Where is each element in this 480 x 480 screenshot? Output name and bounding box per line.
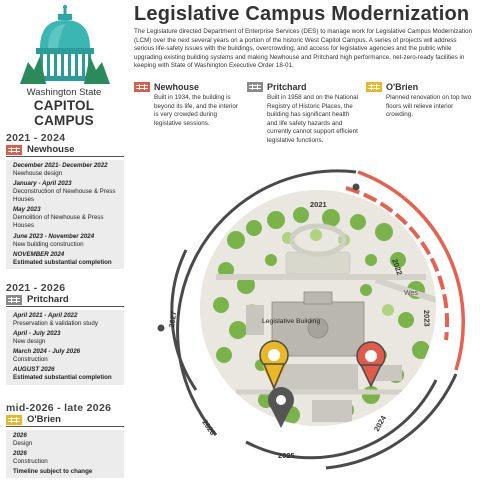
timeline-section-obrien (6, 402, 124, 478)
milestone-text: Demolition of Newhouse & Press Houses (13, 214, 104, 230)
milestone-text: Estimated substantial completion (13, 374, 112, 382)
timeline-period: 2021 - 2024 (6, 132, 66, 144)
timeline-section-newhouse (6, 132, 124, 269)
logo-campus-text: CAPITOL CAMPUS (33, 98, 95, 128)
milestone-date: April 2021 - April 2022 (13, 312, 78, 319)
page-title: Legislative Campus Modernization (134, 3, 470, 25)
timeline-card (6, 310, 124, 385)
intro-paragraph: The Legislature directed Department of Enterprise Services (DES) to manage work for Legislative Campus Modernization (LCM) over the next several years on a portion of the historic West Capitol Campus. A series of projects will address serious life-safety issues with the buildings, overcrowding, and access for legislative agencies and the public while upgrading existing building systems and making Newhouse and Pritchard high performance, net-zero-ready facilities in keeping with State of Washington Executive Order 18-01. (134, 28, 473, 69)
building-icon (6, 145, 22, 155)
milestone-date: May 2023 (13, 206, 41, 214)
milestone-text: Timeline subject to change (13, 468, 93, 476)
year-label: 2022 (390, 257, 405, 277)
building-icon (6, 295, 22, 305)
milestone-text: Construction (13, 356, 48, 364)
building-name: O'Brien (386, 82, 419, 92)
logo-state-text: Washington State (26, 87, 102, 98)
building-summary-obrien (366, 82, 474, 120)
year-label: 2023 (422, 309, 432, 327)
ring-marker (158, 325, 165, 332)
building-summary-pritchard (247, 82, 359, 145)
milestone-date: June 2023 - November 2024 (13, 232, 95, 240)
timeline-building: Pritchard (27, 294, 69, 305)
milestone-date: AUGUST 2026 (13, 366, 55, 374)
milestone-date: December 2021- December 2022 (13, 162, 108, 169)
building-icon (366, 82, 382, 92)
milestone-date: March 2024 - July 2026 (13, 348, 81, 356)
building-description: Built in 1958 and on the National Registry of Historic Places, the building has significant health and life safety hazards and currently cannot support efficient legislative functions. (267, 94, 359, 144)
timeline-building: O'Brien (27, 414, 61, 425)
timeline-period: mid-2026 - late 2026 (6, 402, 112, 414)
campus-map-graphic (126, 160, 480, 480)
milestone-date: NOVEMBER 2024 (13, 250, 65, 258)
building-summary-newhouse (134, 82, 242, 128)
building-name: Pritchard (267, 82, 307, 92)
milestone-text: Deconstruction of Newhouse & Press Houses (13, 188, 116, 204)
milestone-date: January - April 2023 (13, 180, 72, 188)
milestone-text: New building construction (13, 240, 84, 248)
milestone-date: 2026 (13, 432, 27, 439)
year-label: 2021 (310, 200, 327, 209)
timeline-period: 2021 - 2026 (6, 282, 66, 294)
milestone-date: 2026 (13, 450, 27, 458)
milestone-date: April - July 2023 (13, 330, 61, 338)
building-description: Planned renovation on top two floors will relieve interior crowding. (386, 94, 472, 118)
year-label: 2027 (167, 310, 179, 329)
street-label: Wes (404, 290, 418, 297)
capitol-dome-icon (20, 4, 110, 86)
campus-map (126, 160, 480, 480)
milestone-text: Design (13, 440, 33, 448)
milestone-text: Preservation & validation study (13, 320, 98, 328)
building-name: Newhouse (154, 82, 200, 92)
milestone-text: New design (13, 338, 46, 346)
timeline-section-pritchard (6, 282, 124, 385)
timeline-building: Newhouse (27, 144, 75, 155)
year-label: 2025 (278, 451, 295, 460)
year-label: 2026 (200, 417, 218, 437)
capitol-campus-logo (6, 4, 122, 128)
timeline-card (6, 430, 124, 478)
building-icon (247, 82, 263, 92)
legislative-building-label: Legislative Building (262, 318, 321, 325)
building-description: Built in 1934, the building is beyond its life, and the interior is very crowded during legislative sessions. (154, 94, 239, 127)
timeline-card (6, 160, 124, 269)
building-icon (6, 415, 22, 425)
year-label: 2024 (371, 414, 389, 433)
building-icon (134, 82, 150, 92)
milestone-text: Estimated substantial completion (13, 258, 112, 266)
milestone-text: Construction (13, 458, 48, 466)
milestone-text: Newhouse design (13, 170, 63, 178)
ring-marker (353, 184, 360, 191)
